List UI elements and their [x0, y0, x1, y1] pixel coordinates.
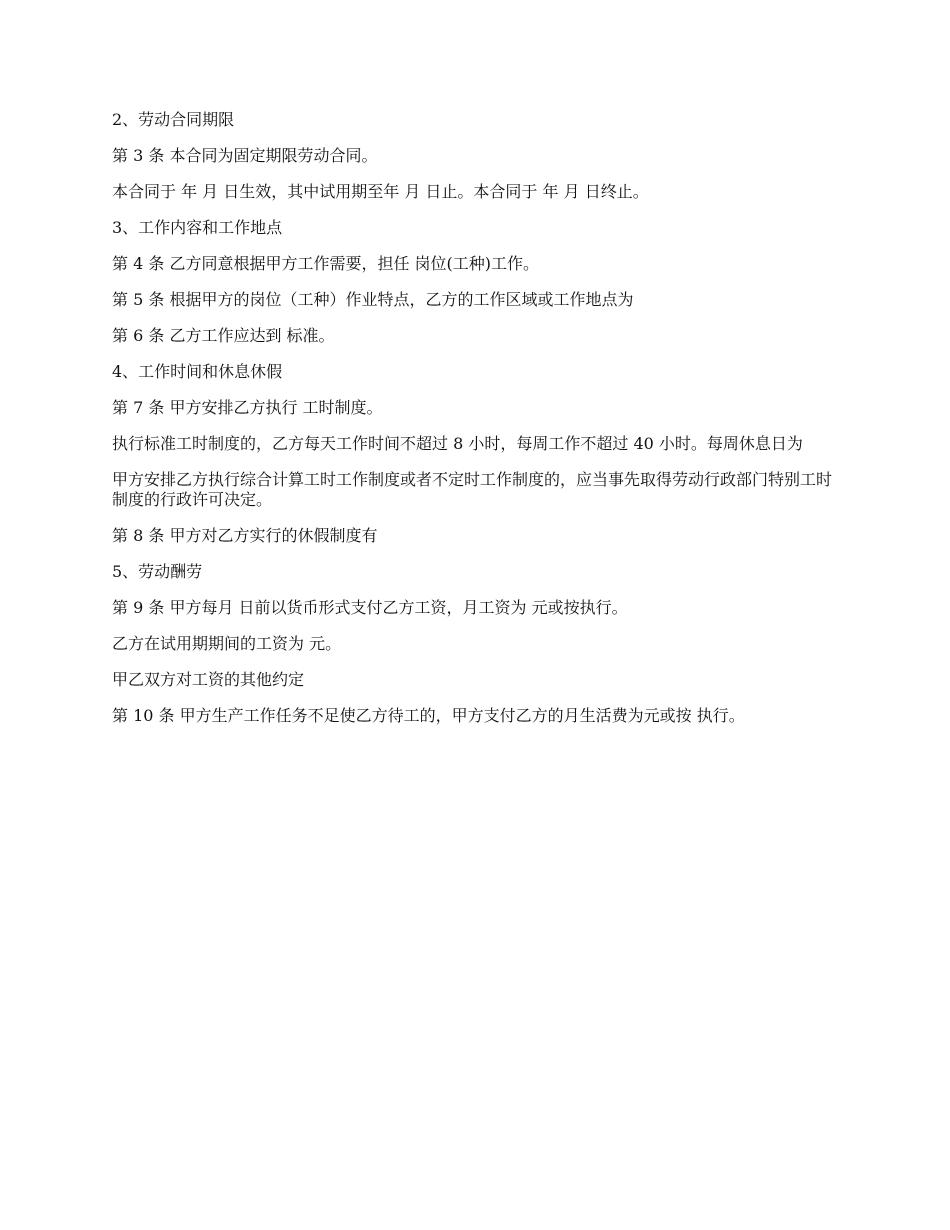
section-heading-remuneration: 5、劳动酬劳	[112, 562, 203, 581]
section-heading-work-content: 3、工作内容和工作地点	[112, 218, 283, 237]
special-hours-paragraph: 甲方安排乙方执行综合计算工时工作制度或者不定时工作制度的，应当事先取得劳动行政部门特别工时制度的行政许可决定。	[112, 470, 833, 509]
other-salary-agreements: 甲乙双方对工资的其他约定	[112, 670, 305, 689]
article-6: 第 6 条 乙方工作应达到 标准。	[112, 326, 335, 345]
article-8: 第 8 条 甲方对乙方实行的休假制度有	[112, 526, 378, 545]
article-5: 第 5 条 根据甲方的岗位（工种）作业特点，乙方的工作区域或工作地点为	[112, 290, 634, 309]
section-heading-contract-term: 2、劳动合同期限	[112, 110, 235, 129]
probation-salary-paragraph: 乙方在试用期期间的工资为 元。	[112, 634, 342, 653]
article-9: 第 9 条 甲方每月 日前以货币形式支付乙方工资，月工资为 元或按执行。	[112, 598, 628, 617]
article-4: 第 4 条 乙方同意根据甲方工作需要，担任 岗位(工种)工作。	[112, 254, 540, 273]
contract-dates-paragraph: 本合同于 年 月 日生效，其中试用期至年 月 日止。本合同于 年 月 日终止。	[112, 182, 649, 201]
document-page	[112, 110, 842, 742]
article-3: 第 3 条 本合同为固定期限劳动合同。	[112, 146, 378, 165]
article-7: 第 7 条 甲方安排乙方执行 工时制度。	[112, 398, 383, 417]
article-10: 第 10 条 甲方生产工作任务不足使乙方待工的，甲方支付乙方的月生活费为元或按 执行。	[112, 706, 745, 725]
standard-hours-paragraph: 执行标准工时制度的，乙方每天工作时间不超过 8 小时，每周工作不超过 40 小时。每周休息日为	[112, 434, 803, 453]
section-heading-work-hours: 4、工作时间和休息休假	[112, 362, 283, 381]
